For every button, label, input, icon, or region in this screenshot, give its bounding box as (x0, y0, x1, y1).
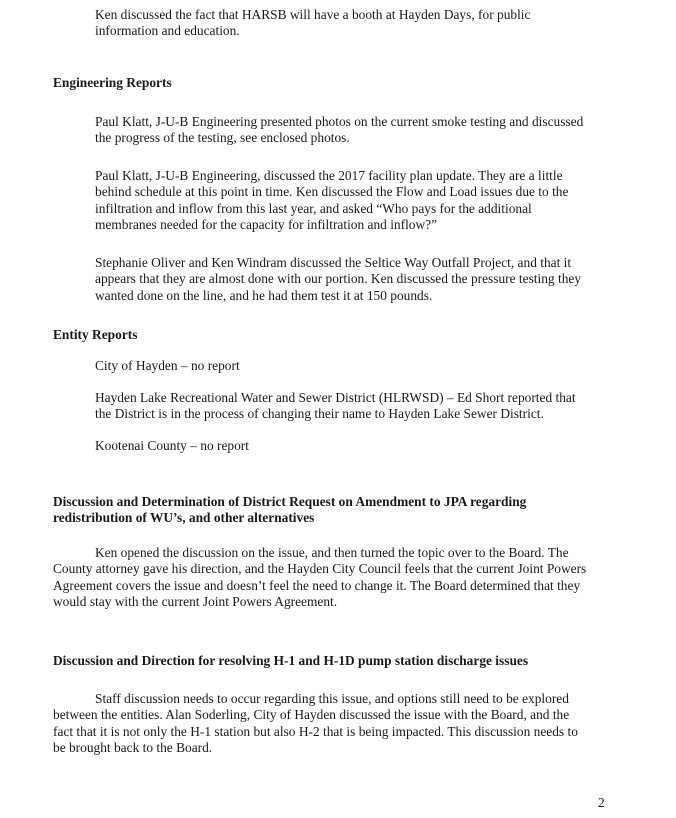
outfall-project-paragraph (95, 255, 581, 304)
city-of-hayden-report: City of Hayden – no report (95, 358, 240, 373)
paragraph-line: membranes needed for the capacity for infiltration and inflow?” (95, 217, 438, 233)
paragraph-line: Ken discussed the fact that HARSB will have a booth at Hayden Days, for public (95, 7, 531, 22)
paragraph-line: information and education. (95, 23, 240, 39)
paragraph-line: Staff discussion needs to occur regarding this issue, and options still need to be explored (95, 691, 569, 706)
harsb-booth-paragraph (95, 7, 530, 40)
paragraph-line: fact that it is not only the H-1 station but also H-2 that is being impacted. This discussion needs to (53, 723, 578, 739)
smoke-testing-paragraph (95, 114, 583, 147)
paragraph-line: appears that they are almost done with our portion. Ken discussed the pressure testing they (95, 271, 582, 287)
heading-line: redistribution of WU’s, and other alternatives (53, 510, 315, 526)
paragraph-line: County attorney gave his direction, and the Hayden City Council feels that the current Joint Powers (53, 561, 587, 577)
pump-station-discussion-paragraph (53, 691, 578, 757)
paragraph-line: Ken opened the discussion on the issue, and then turned the topic over to the Board. The (95, 545, 569, 560)
jpa-discussion-paragraph (53, 545, 586, 611)
paragraph-line: Hayden Lake Recreational Water and Sewer District (HLRWSD) – Ed Short reported that (95, 390, 576, 405)
paragraph-line: be brought back to the Board. (53, 740, 213, 756)
jpa-discussion-heading (53, 494, 526, 527)
paragraph-line: wanted done on the line, and he had them test it at 150 pounds. (95, 287, 433, 303)
paragraph-line: between the entities. Alan Soderling, City of Hayden discussed the issue with the Board, and the (53, 707, 570, 723)
kootenai-county-report: Kootenai County – no report (95, 438, 249, 453)
paragraph-line: Paul Klatt, J-U-B Engineering presented photos on the current smoke testing and discussed (95, 114, 584, 129)
paragraph-line: Agreement covers the issue and doesn’t feel the need to change it. The Board determined that they (53, 577, 581, 593)
heading-line: Discussion and Determination of District Request on Amendment to JPA regarding (53, 494, 527, 509)
pump-station-discussion-heading: Discussion and Direction for resolving H-1 and H-1D pump station discharge issues (53, 653, 529, 668)
paragraph-line: the progress of the testing, see enclosed photos. (95, 130, 350, 146)
page-number: 2 (598, 795, 605, 810)
entity-reports-heading: Entity Reports (53, 327, 138, 342)
paragraph-line: the District is in the process of changing their name to Hayden Lake Sewer District. (95, 406, 544, 422)
paragraph-line: behind schedule at this point in time. Ken discussed the Flow and Load issues due to the (95, 184, 569, 200)
paragraph-line: would stay with the current Joint Powers Agreement. (53, 594, 338, 610)
facility-plan-paragraph (95, 168, 568, 234)
engineering-reports-heading: Engineering Reports (53, 75, 172, 90)
hlrwsd-report-paragraph (95, 390, 576, 423)
paragraph-line: infiltration and inflow from this last year, and asked “Who pays for the additional (95, 200, 532, 216)
paragraph-line: Paul Klatt, J-U-B Engineering, discussed the 2017 facility plan update. They are a little (95, 168, 563, 183)
paragraph-line: Stephanie Oliver and Ken Windram discussed the Seltice Way Outfall Project, and that it (95, 255, 572, 270)
